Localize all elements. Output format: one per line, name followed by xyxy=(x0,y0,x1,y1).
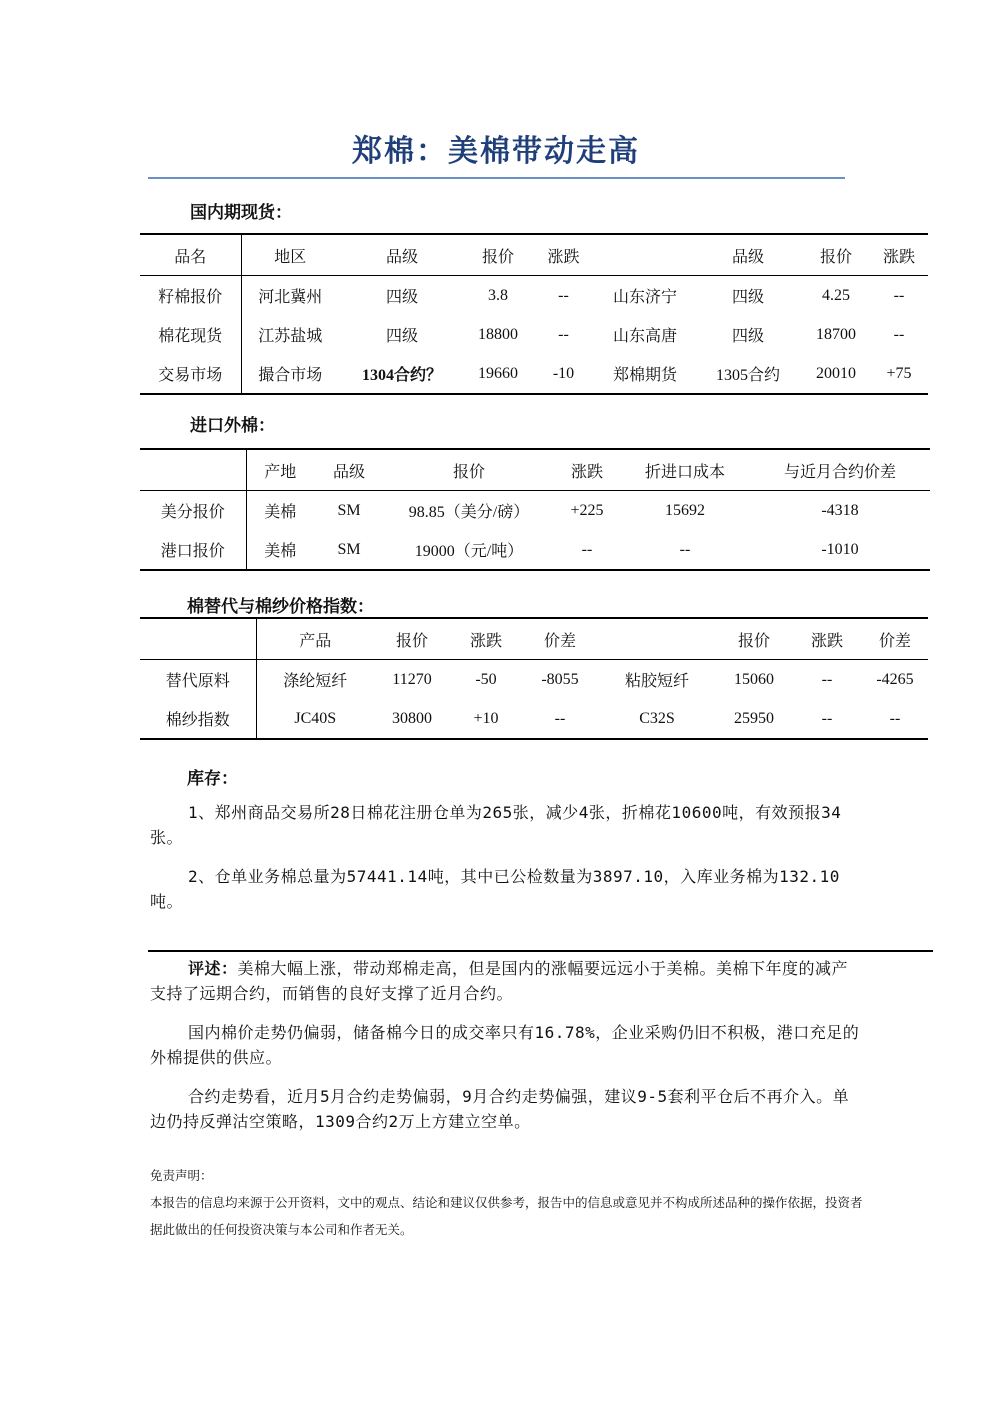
table-cell: 1304合约？ xyxy=(361,367,442,384)
table-cell: 山东济宁 xyxy=(612,289,677,306)
table-row xyxy=(140,699,928,739)
table-cell: 涤纶短纤 xyxy=(283,673,348,690)
header-cell xyxy=(596,234,694,276)
table-cell: -4318 xyxy=(821,501,859,519)
row-label: 籽棉报价 xyxy=(140,276,241,316)
header-cell: 产品 xyxy=(299,632,332,650)
disclaimer-heading: 免责声明： xyxy=(150,1168,213,1183)
header-cell: 产地 xyxy=(264,463,297,481)
table-cell: 30800 xyxy=(392,709,432,727)
row-label: 替代原料 xyxy=(140,660,256,700)
table-cell: -1010 xyxy=(821,540,859,558)
imports-heading: 进口外棉： xyxy=(190,416,275,436)
substitutes-table xyxy=(140,617,928,740)
header-cell xyxy=(140,618,256,660)
header-cell: 报价 xyxy=(819,248,852,266)
table-cell: 98.85（美分/磅） xyxy=(408,504,530,521)
header-cell: 涨跌 xyxy=(547,248,580,266)
header-cell: 折进口成本 xyxy=(644,463,725,481)
page-title: 郑棉：美棉带动走高 xyxy=(352,134,640,169)
commentary-label: 评述： xyxy=(188,959,238,978)
commentary-paragraph: 国内棉价走势仍偏弱，储备棉今日的成交率只有16.78%，企业采购仍旧不积极，港口充足的外棉提供的供应。 xyxy=(150,1023,860,1067)
inventory-text xyxy=(150,800,860,914)
header-cell: 地区 xyxy=(274,248,307,266)
table-cell: 3.8 xyxy=(488,286,508,304)
header-cell: 涨跌 xyxy=(469,632,502,650)
table-cell: -- xyxy=(558,325,569,343)
table-cell: 11270 xyxy=(392,670,432,688)
table-cell: -- xyxy=(581,540,593,558)
row-label: 交易市场 xyxy=(140,354,241,394)
table-row xyxy=(140,354,928,394)
table-cell: 19660 xyxy=(478,364,518,382)
domestic-heading: 国内期现货： xyxy=(190,203,292,223)
table-cell: -- xyxy=(679,540,691,558)
header-cell: 品级 xyxy=(385,248,418,266)
header-cell: 报价 xyxy=(452,463,485,481)
table-cell: -- xyxy=(821,709,833,727)
header-cell: 报价 xyxy=(737,632,770,650)
table-cell: +225 xyxy=(570,501,604,519)
domestic-table xyxy=(140,233,928,395)
table-cell: -- xyxy=(893,325,905,343)
table-cell: C32S xyxy=(639,709,675,727)
table-cell: -- xyxy=(558,286,569,304)
table-cell: 粘胶短纤 xyxy=(624,673,689,690)
table-cell: +10 xyxy=(473,709,499,727)
header-cell: 品级 xyxy=(731,248,764,266)
header-cell xyxy=(598,618,716,660)
table-cell: 江苏盐城 xyxy=(258,328,323,345)
table-cell: 25950 xyxy=(734,709,774,727)
table-cell: SM xyxy=(337,540,361,558)
imports-header-row xyxy=(140,449,930,491)
table-cell: 20010 xyxy=(816,364,856,382)
table-cell: 19000（元/吨） xyxy=(414,543,524,560)
table-cell: 四级 xyxy=(731,328,764,345)
commentary-body: 美棉大幅上涨，带动郑棉走高，但是国内的涨幅要远远小于美棉。美棉下年度的减产支持了远期合约，而销售的良好支撑了近月合约。 xyxy=(150,959,849,1003)
table-cell: 15692 xyxy=(665,501,705,519)
table-cell: -10 xyxy=(552,364,575,382)
substitutes-header-row xyxy=(140,618,928,660)
table-cell: SM xyxy=(337,501,361,519)
disclaimer xyxy=(150,1162,870,1243)
commentary-divider xyxy=(148,950,933,952)
row-label: 棉纱指数 xyxy=(140,699,256,739)
header-cell: 涨跌 xyxy=(810,632,843,650)
table-cell: 4.25 xyxy=(822,286,850,304)
table-cell: 18700 xyxy=(816,325,856,343)
table-cell: -- xyxy=(893,286,905,304)
table-cell: 18800 xyxy=(478,325,518,343)
inventory-paragraph: 1、郑州商品交易所28日棉花注册仓单为265张，减少4张，折棉花10600吨，有效预报34张。 xyxy=(150,803,842,847)
table-cell: 1305合约 xyxy=(715,367,780,384)
header-cell: 涨跌 xyxy=(882,248,915,266)
commentary-text xyxy=(150,956,860,1134)
table-cell: JC40S xyxy=(294,709,337,727)
header-cell: 报价 xyxy=(395,632,428,650)
table-cell: -- xyxy=(889,709,901,727)
table-cell: 河北冀州 xyxy=(258,289,323,306)
table-cell: 山东高唐 xyxy=(612,328,677,345)
table-cell: 15060 xyxy=(734,670,774,688)
table-cell: 四级 xyxy=(385,328,418,345)
header-cell: 与近月合约价差 xyxy=(783,463,896,481)
header-cell: 报价 xyxy=(481,248,514,266)
table-row xyxy=(140,276,928,316)
table-cell: -50 xyxy=(475,670,497,688)
header-cell: 价差 xyxy=(878,632,911,650)
row-label: 港口报价 xyxy=(140,530,246,570)
row-label: 美分报价 xyxy=(140,491,246,531)
commentary-paragraph: 合约走势看，近月5月合约走势偏弱，9月合约走势偏强，建议9-5套利平仓后不再介入。单边仍持反弹沽空策略，1309合约2万上方建立空单。 xyxy=(150,1087,850,1131)
table-cell: 美棉 xyxy=(264,543,297,560)
table-row xyxy=(140,530,930,570)
header-cell: 品级 xyxy=(332,463,365,481)
substitutes-heading: 棉替代与棉纱价格指数： xyxy=(187,597,374,617)
imports-table xyxy=(140,448,930,571)
header-cell: 价差 xyxy=(543,632,576,650)
table-cell: 郑棉期货 xyxy=(612,367,677,384)
table-cell: -- xyxy=(821,670,833,688)
table-cell: 四级 xyxy=(385,289,418,306)
table-row xyxy=(140,660,928,700)
table-cell: -4265 xyxy=(876,670,914,688)
header-cell xyxy=(140,449,246,491)
table-cell: 四级 xyxy=(731,289,764,306)
table-cell: +75 xyxy=(886,364,912,382)
header-cell: 品名 xyxy=(140,234,241,276)
table-cell: 美棉 xyxy=(264,504,297,521)
inventory-heading: 库存： xyxy=(187,769,238,789)
inventory-paragraph: 2、仓单业务棉总量为57441.14吨，其中已公检数量为3897.10，入库业务棉为132.10吨。 xyxy=(150,867,840,911)
table-cell: -- xyxy=(554,709,566,727)
commentary-paragraph xyxy=(150,956,860,1006)
title-divider xyxy=(148,177,845,179)
table-cell: 撮合市场 xyxy=(258,367,323,384)
table-row xyxy=(140,491,930,531)
table-cell: -8055 xyxy=(541,670,579,688)
domestic-header-row xyxy=(140,234,928,276)
disclaimer-text: 本报告的信息均来源于公开资料，文中的观点、结论和建议仅供参考，报告中的信息或意见并不构成所述品种的操作依据，投资者据此做出的任何投资决策与本公司和作者无关。 xyxy=(150,1195,863,1237)
row-label: 棉花现货 xyxy=(140,315,241,354)
header-cell: 涨跌 xyxy=(570,463,603,481)
table-row xyxy=(140,315,928,354)
